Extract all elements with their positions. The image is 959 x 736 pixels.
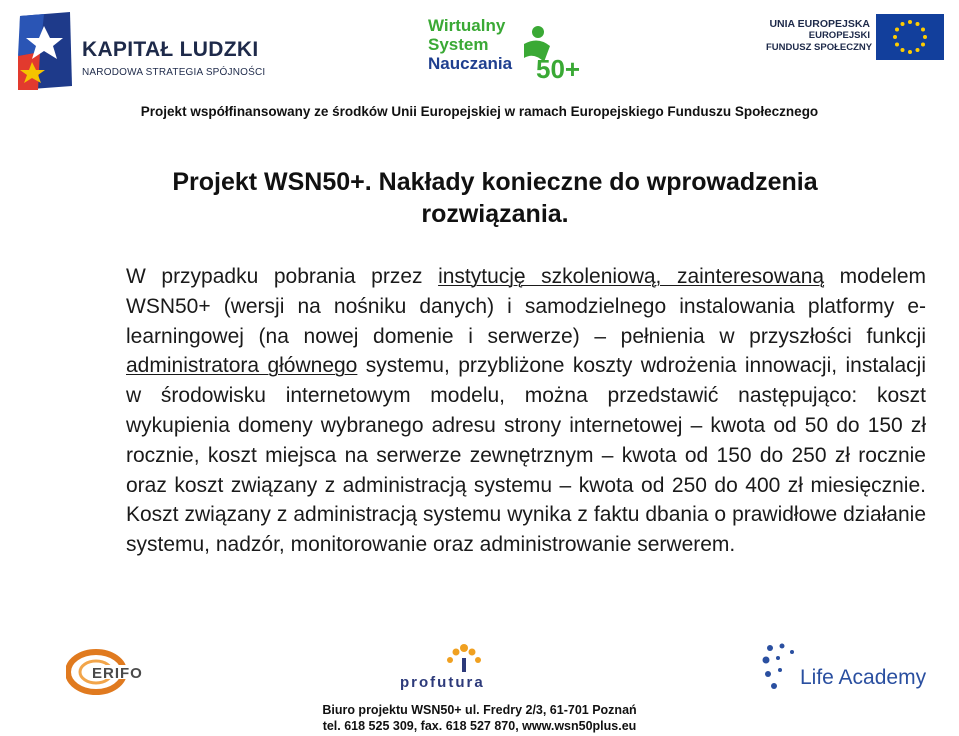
- eu-line3: FUNDUSZ SPOŁECZNY: [766, 42, 873, 53]
- profutura-text: profutura: [400, 674, 485, 691]
- erifo-text: ERIFO: [92, 665, 143, 682]
- eu-text: [766, 18, 873, 54]
- eu-line1: UNIA EUROPEJSKA: [769, 18, 870, 30]
- wsn-badge-text: 50+: [536, 54, 581, 82]
- erifo-logo-icon: [66, 648, 170, 696]
- page-title-line2: rozwiązania.: [421, 200, 569, 228]
- life-academy-text: Life Academy: [800, 666, 927, 689]
- eu-efs-logo: [766, 8, 944, 70]
- wsn-logo-text: [428, 16, 512, 73]
- body-paragraph: [126, 262, 926, 560]
- life-academy-logo: [760, 640, 946, 700]
- kapital-ludzki-flag-icon: [14, 12, 76, 90]
- underlined-administrator: administratora głównego: [126, 354, 358, 378]
- wsn-line2: System: [428, 35, 489, 54]
- life-academy-dots-icon: [760, 640, 800, 700]
- eu-flag-icon: [876, 14, 944, 60]
- wsn-line1: Wirtualny: [428, 16, 506, 35]
- wsn-line3: Nauczania: [428, 54, 513, 73]
- page-title-line1: Projekt WSN50+. Nakłady konieczne do wprowadzenia: [172, 168, 818, 196]
- kapital-ludzki-subtitle: NARODOWA STRATEGIA SPÓJNOŚCI: [82, 67, 266, 78]
- profutura-mark-icon: [398, 640, 528, 674]
- paragraph-text-3: systemu, przybliżone koszty wdrożenia innowacji, instalacji w środowisku internetowym modelu, można przedstawić następująco: koszt wykupienia domeny wybranego adresu strony internetowej – kwota od 50 do 150 zł rocznie, koszt miejsca na serwerze zewnętrznym – kwota od 150 do 250 zł rocznie oraz koszt związany z administracją systemu – kwota od 250 do 400 zł miesięcznie. Koszt związany z administracją systemu wynika z faktu dbania o prawidłowe działanie systemu, nadzór, monitorowanie oraz administrowanie serwerem.: [126, 354, 927, 557]
- funding-statement: Projekt współfinansowany ze środków Unii Europejskiej w ramach Europejskiego Funduszu Społecznego: [140, 104, 819, 119]
- wsn-logo: [428, 16, 588, 82]
- footer-address: Biuro projektu WSN50+ ul. Fredry 2/3, 61-701 Poznań: [322, 703, 637, 717]
- wsn-50plus-badge-icon: [516, 22, 588, 82]
- profutura-logo: [398, 640, 528, 696]
- underlined-institution: instytucję szkoleniową, zainteresowaną: [438, 265, 825, 288]
- eu-line2: EUROPEJSKI: [808, 30, 870, 41]
- paragraph-text-2: modelem WSN50+ (wersji na nośniku danych) i samodzielnego instalowania platformy e-learningowej (na nowej domenie i serwerze) – pełnienia w przyszłości funkcji: [126, 265, 926, 348]
- kapital-ludzki-logo: [14, 12, 266, 92]
- erifo-logo: [66, 648, 170, 696]
- kapital-ludzki-title: KAPITAŁ LUDZKI: [82, 38, 259, 61]
- page-title: [120, 166, 870, 230]
- paragraph-text-1: W przypadku pobrania przez: [126, 265, 439, 288]
- footer-contact: tel. 618 525 309, fax. 618 527 870, www.wsn50plus.eu: [322, 719, 637, 733]
